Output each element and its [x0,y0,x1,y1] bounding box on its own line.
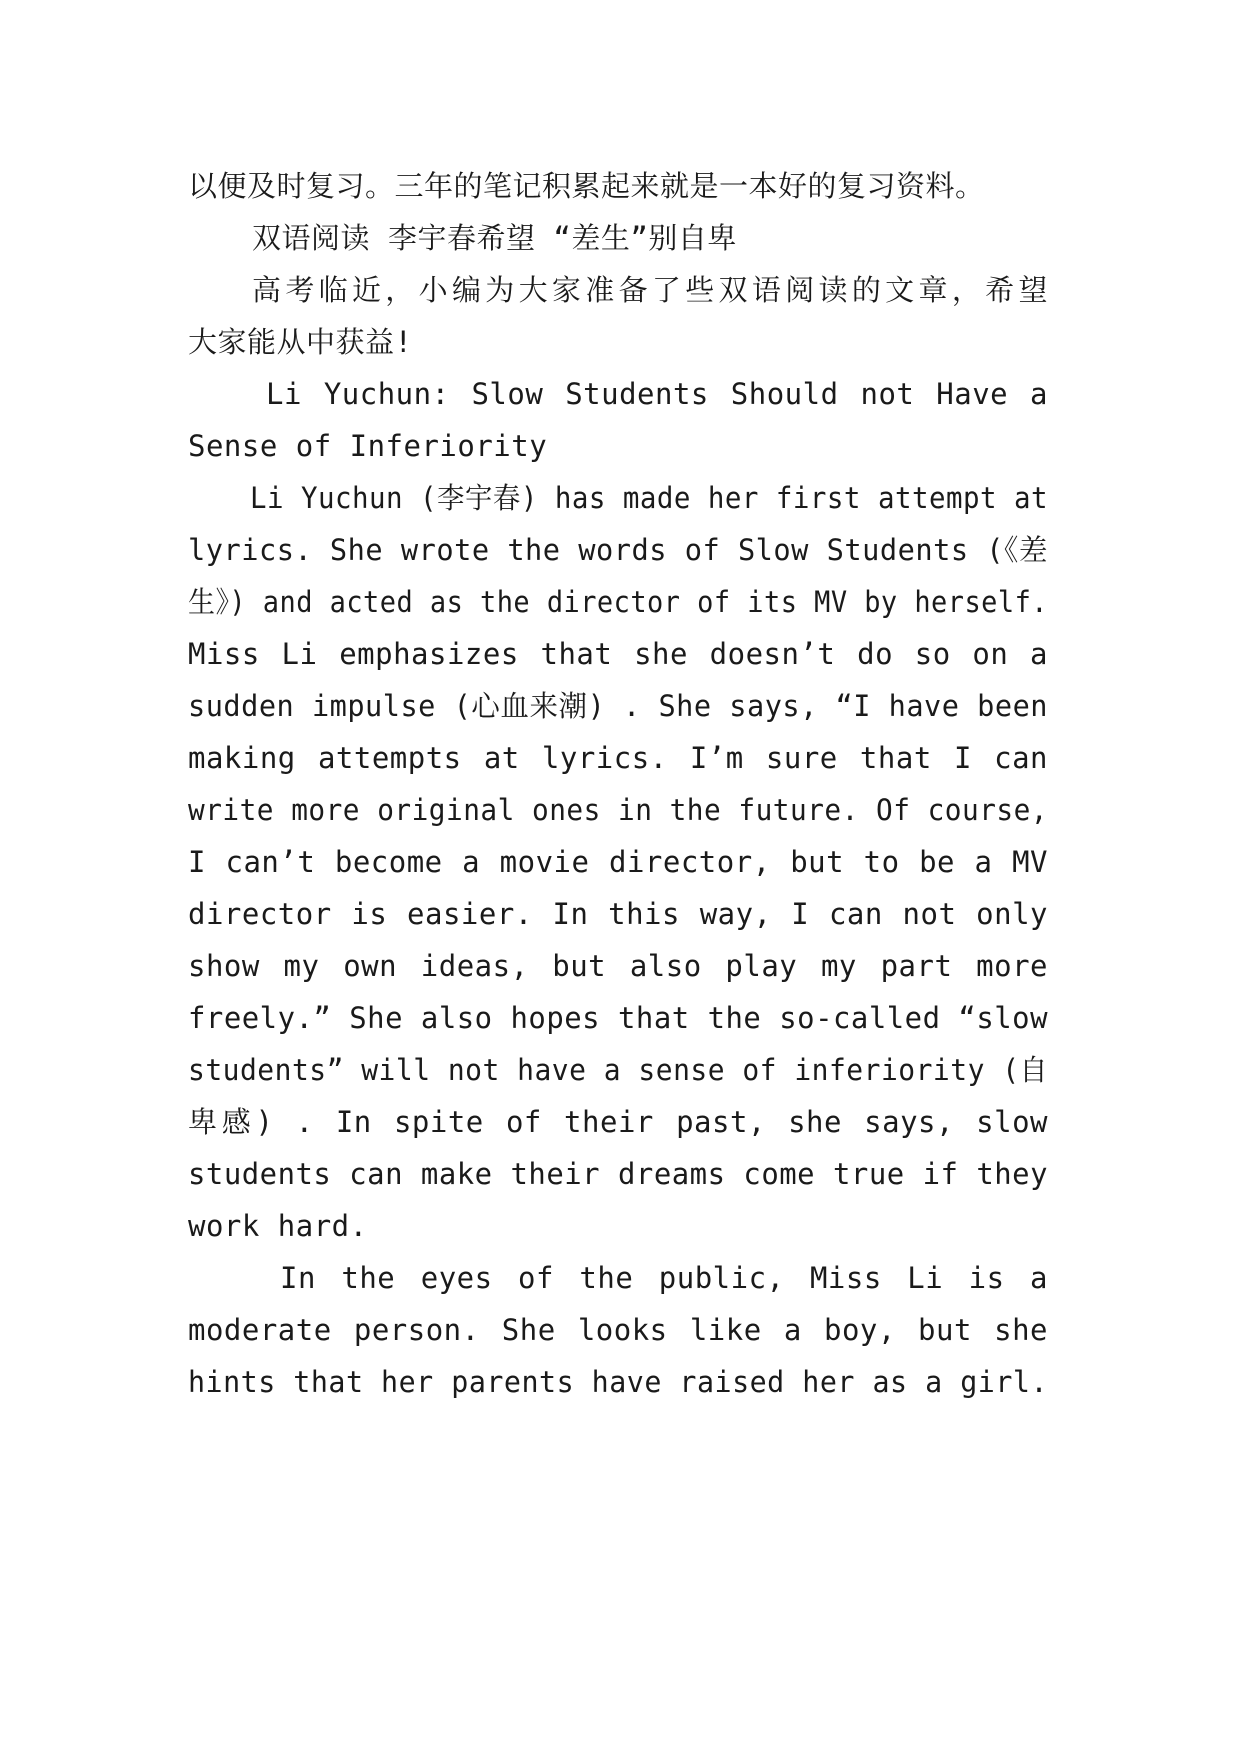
paragraph-line: sudden impulse (心血来潮) . She says, “I have been [188,689,1048,723]
paragraph-line: write more original ones in the future. Of course, [188,793,1048,827]
paragraph-line: hints that her parents have raised her as a girl. [188,1365,1048,1399]
paragraph-line: In the eyes of the public, Miss Li is a [280,1261,1048,1295]
paragraph-line: Li Yuchun (李宇春) has made her first attempt at [250,481,1048,515]
paragraph-line: making attempts at lyrics. I’m sure that I can [188,741,1048,775]
paragraph-line: show my own ideas, but also play my part more [188,949,1048,983]
paragraph-line: work hard. [188,1209,368,1243]
paragraph-line: 卑感) . In spite of their past, she says, slow [188,1105,1048,1139]
english-title: Sense of Inferiority [188,429,548,463]
intro-line: 大家能从中获益! [188,325,413,359]
english-title: Li Yuchun: Slow Students Should not Have a [266,377,1048,411]
paragraph-line: moderate person. She looks like a boy, but she [188,1313,1048,1347]
text-line: 以便及时复习。三年的笔记积累起来就是一本好的复习资料。 [188,169,985,203]
paragraph-line: 生》) and acted as the director of its MV by herself. [188,585,1048,619]
paragraph-line: freely.” She also hopes that the so-called “slow [188,1001,1048,1035]
paragraph-line: director is easier. In this way, I can not only [188,897,1048,931]
paragraph-line: students can make their dreams come true if they [188,1157,1048,1191]
paragraph-line: students” will not have a sense of inferiority (自 [188,1053,1048,1087]
paragraph-line: Miss Li emphasizes that she doesn’t do so on a [188,637,1048,671]
article-title: 双语阅读 李宇春希望 “差生”别自卑 [252,221,737,255]
paragraph-line: lyrics. She wrote the words of Slow Students (《差 [188,533,1048,567]
paragraph-line: I can’t become a movie director, but to be a MV [188,845,1048,879]
intro-line: 高考临近，小编为大家准备了些双语阅读的文章，希望 [252,273,1048,307]
